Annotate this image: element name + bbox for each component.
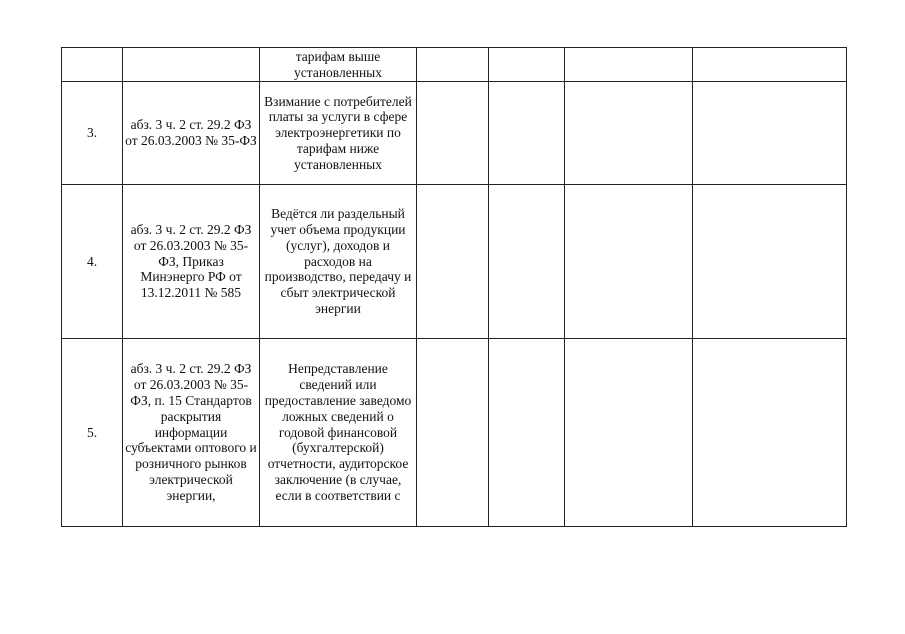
violation-cell: Ведётся ли раздельный учет объема продукции (услуг), доходов и расходов на производство, передачу и сбыт электрической энергии	[260, 185, 417, 339]
empty-cell	[417, 185, 489, 339]
legal-basis-cell: абз. 3 ч. 2 ст. 29.2 ФЗ от 26.03.2003 № 35-ФЗ	[123, 82, 260, 185]
legal-basis-cell: абз. 3 ч. 2 ст. 29.2 ФЗ от 26.03.2003 № 35-ФЗ, п. 15 Стандартов раскрытия информации субъектами оптового и розничного рынков электрической энергии,	[123, 339, 260, 527]
table-row	[62, 48, 847, 82]
empty-cell	[489, 185, 565, 339]
legal-basis-cell: абз. 3 ч. 2 ст. 29.2 ФЗ от 26.03.2003 № 35-ФЗ, Приказ Минэнерго РФ от 13.12.2011 № 585	[123, 185, 260, 339]
empty-cell	[565, 82, 693, 185]
empty-cell	[417, 339, 489, 527]
legal-basis-cell	[123, 48, 260, 82]
row-number: 5.	[62, 339, 123, 527]
empty-cell	[565, 185, 693, 339]
violation-cell: Взимание с потребителей платы за услуги в сфере электроэнергетики по тарифам ниже установленных	[260, 82, 417, 185]
table-row	[62, 339, 847, 527]
empty-cell	[693, 339, 847, 527]
empty-cell	[693, 82, 847, 185]
empty-cell	[489, 48, 565, 82]
violation-cell: тарифам выше установленных	[260, 48, 417, 82]
row-number: 4.	[62, 185, 123, 339]
document-table	[61, 47, 847, 527]
empty-cell	[489, 82, 565, 185]
table-row	[62, 185, 847, 339]
empty-cell	[417, 82, 489, 185]
row-number	[62, 48, 123, 82]
row-number: 3.	[62, 82, 123, 185]
empty-cell	[693, 48, 847, 82]
empty-cell	[489, 339, 565, 527]
empty-cell	[565, 339, 693, 527]
empty-cell	[565, 48, 693, 82]
empty-cell	[417, 48, 489, 82]
violation-cell: Непредставление сведений или предоставление заведомо ложных сведений о годовой финансовой (бухгалтерской) отчетности, аудиторское заключение (в случае, если в соответствии с	[260, 339, 417, 527]
empty-cell	[693, 185, 847, 339]
table-row	[62, 82, 847, 185]
